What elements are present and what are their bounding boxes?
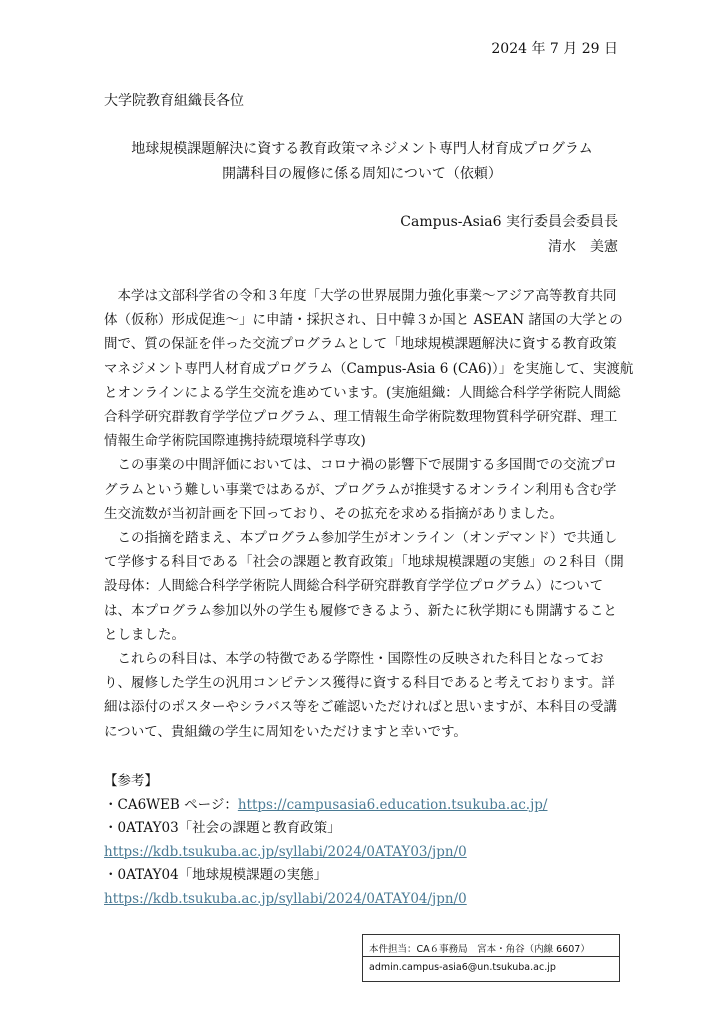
body-line: マネジメント専門人材育成プログラム（Campus-Asia 6 (CA6)）」を実施して、実渡航	[104, 360, 634, 377]
ca6web-link[interactable]: https://campusasia6.education.tsukuba.ac.jp/	[237, 796, 548, 813]
ca6web-reference	[104, 794, 547, 818]
body-line: り、履修した学生の汎用コンピテンス獲得に資する科目であると考えております。詳	[104, 675, 615, 692]
body-line: 合科学研究群教育学学位プログラム、理工情報生命学術院数理物質科学研究群、理工	[104, 409, 618, 426]
body-line: 細は添付のポスターやシラバス等をご確認いただければと思いますが、本科目の受講	[104, 699, 617, 716]
body-line: は、本プログラム参加以外の学生も履修できるよう、新たに秋学期にも開講すること	[104, 602, 617, 619]
ca6web-label: ・CA6WEB ページ：	[104, 796, 238, 813]
body-line: この事業の中間評価においては、コロナ禍の影響下で展開する多国間での交流プロ	[104, 457, 617, 474]
document-title-line-1: 地球規模課題解決に資する教育政策マネジメント専門人材育成プログラム	[131, 141, 593, 157]
body-line: について、貴組織の学生に周知をいただけますと幸いです。	[104, 723, 467, 740]
course2-reference	[104, 888, 547, 912]
course1-reference	[104, 841, 547, 865]
course2-label: ・0ATAY04「地球規模課題の実態」	[104, 867, 328, 883]
body-line: 間で、質の保証を伴った交流プログラムとして「地球規模課題解決に資する教育政策	[104, 336, 617, 353]
body-line: 生交流数が当初計画を下回っており、その拡充を求める指摘がありました。	[104, 505, 563, 522]
contact-email: admin.campus-asia6@un.tsukuba.ac.jp	[369, 962, 556, 973]
body-text	[104, 284, 634, 744]
course2-syllabus-link[interactable]: https://kdb.tsukuba.ac.jp/syllabi/2024/0ATAY04/jpn/0	[104, 890, 467, 907]
document-title-line-2: 開講科目の履修に係る周知について（依頼）	[222, 166, 502, 182]
contact-person: 本件担当：CA６事務局 宮本・角谷（内線 6607）	[369, 944, 590, 955]
references-heading: 【参考】	[104, 773, 158, 789]
sender-organization: Campus-Asia6 実行委員会委員長	[400, 214, 618, 230]
body-line: 設母体：人間総合科学学術院人間総合科学研究群教育学学位プログラム）について	[104, 578, 604, 595]
course1-label: ・0ATAY03「社会の課題と教育政策」	[104, 820, 341, 836]
body-line: グラムという難しい事業ではあるが、プログラムが推奨するオンライン利用も含む学	[104, 481, 617, 498]
contact-box	[362, 934, 620, 982]
body-line: この指摘を踏まえ、本プログラム参加学生がオンライン（オンデマンド）で共通し	[104, 530, 618, 547]
body-line: 情報生命学術院国際連携持続環境科学専攻)	[104, 433, 366, 450]
document-date: 2024 年 7 月 29 日	[491, 41, 618, 57]
body-line: とオンラインによる学生交流を進めています。(実施組織：人間総合科学学術院人間総	[104, 384, 621, 401]
body-line: 本学は文部科学省の令和３年度「大学の世界展開力強化事業～アジア高等教育共同	[104, 288, 617, 304]
body-line: としました。	[104, 626, 185, 643]
body-line: て学修する科目である「社会の課題と教育政策」「地球規模課題の実態」の２科目（開	[104, 554, 624, 571]
addressee: 大学院教育組織長各位	[104, 93, 244, 109]
sender-name: 清水 美憲	[548, 239, 618, 255]
body-line: これらの科目は、本学の特徴である学際性・国際性の反映された科目となってお	[104, 651, 604, 668]
course1-syllabus-link[interactable]: https://kdb.tsukuba.ac.jp/syllabi/2024/0ATAY03/jpn/0	[104, 843, 467, 860]
references-section	[104, 770, 547, 911]
body-line: 体（仮称）形成促進～」に申請・採択され、日中韓３か国と ASEAN 諸国の大学との	[104, 312, 623, 329]
contact-divider	[363, 956, 619, 957]
